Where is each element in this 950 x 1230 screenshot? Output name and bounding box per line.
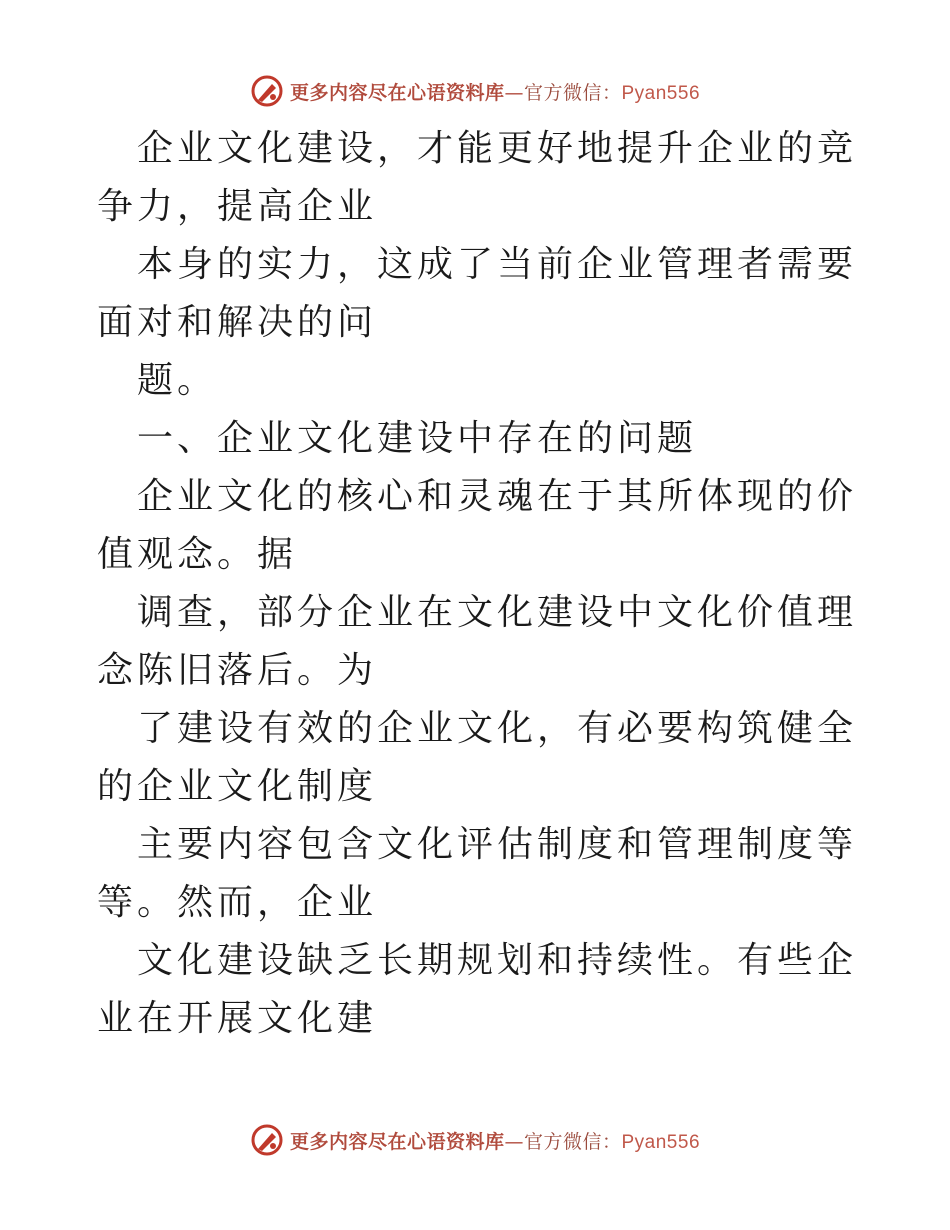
- paragraph-2: 本身的实力，这成了当前企业管理者需要面对和解决的问: [97, 244, 858, 343]
- document-body: [97, 120, 857, 1048]
- paragraph-6: 了建设有效的企业文化，有必要构筑健全的企业文化制度: [97, 708, 858, 807]
- banner-brand: 更多内容尽在心语资料库: [289, 1130, 505, 1153]
- banner-text: [290, 78, 700, 105]
- paragraph-8: 文化建设缺乏长期规划和持续性。有些企业在开展文化建: [97, 940, 858, 1039]
- paragraph-3: 题。: [137, 360, 218, 401]
- banner-dash: —: [504, 1130, 524, 1153]
- footer-watermark-banner: [0, 1120, 950, 1160]
- banner-wechat-id: Pyan556: [621, 82, 701, 104]
- banner-dash: —: [504, 81, 524, 104]
- banner-label: 官方微信：: [523, 1130, 622, 1153]
- pen-logo-icon: [250, 74, 284, 108]
- paragraph-5: 调查，部分企业在文化建设中文化价值理念陈旧落后。为: [97, 592, 858, 691]
- banner-brand: 更多内容尽在心语资料库: [289, 81, 505, 104]
- section-heading: 一、企业文化建设中存在的问题: [137, 418, 698, 459]
- header-watermark-banner: [0, 71, 950, 111]
- paragraph-4: 企业文化的核心和灵魂在于其所体现的价值观念。据: [97, 476, 858, 575]
- banner-text: [290, 1127, 700, 1154]
- banner-wechat-id: Pyan556: [621, 1131, 701, 1153]
- paragraph-1: 企业文化建设，才能更好地提升企业的竞争力，提高企业: [97, 128, 858, 227]
- paragraph-7: 主要内容包含文化评估制度和管理制度等等。然而，企业: [97, 824, 858, 923]
- pen-logo-icon: [250, 1123, 284, 1157]
- banner-label: 官方微信：: [523, 81, 622, 104]
